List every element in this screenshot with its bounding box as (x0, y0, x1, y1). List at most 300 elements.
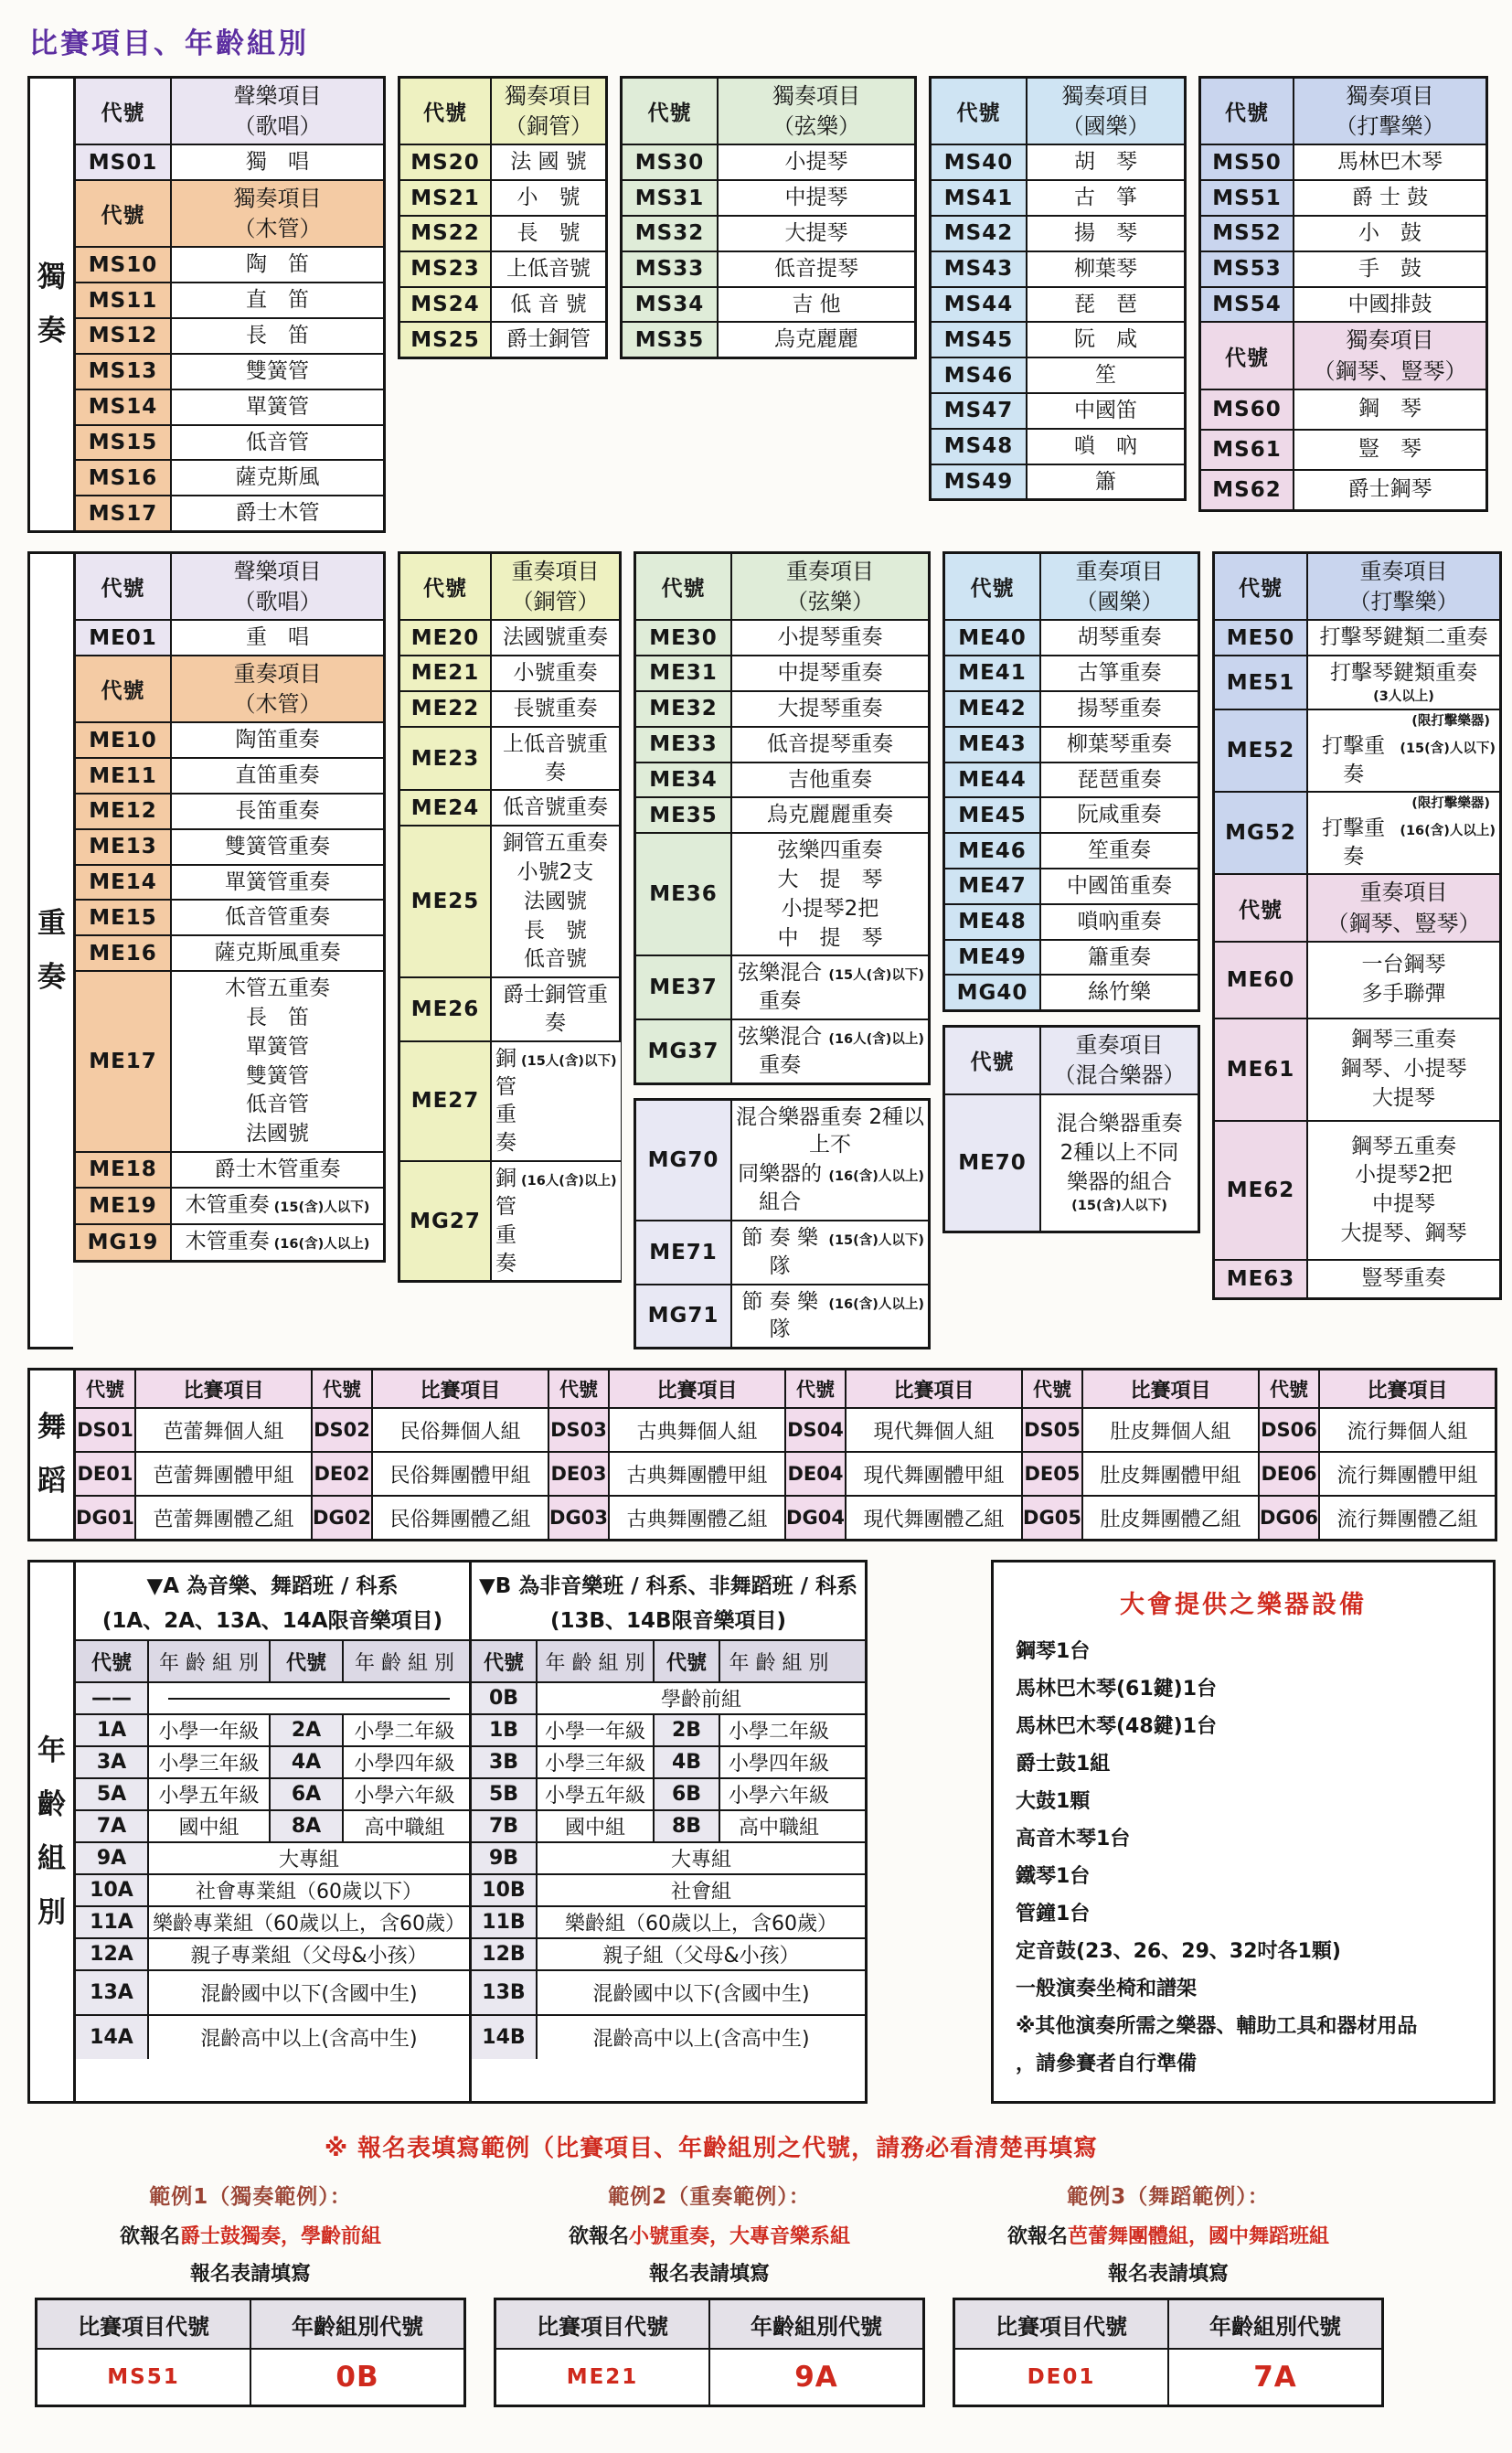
item-label-cell: 馬林巴木琴 (1294, 145, 1485, 179)
code-cell: MG71 (636, 1285, 732, 1348)
row-MS45 (932, 321, 1184, 357)
section-label-char: 奏 (37, 314, 66, 347)
item-label-cell: 混合樂器重奏 2種以上不 同樂器的組合 (16(含)人以上) (732, 1101, 928, 1220)
row-MS16 (76, 459, 383, 495)
item-label-cell: 低音提琴 (719, 252, 914, 286)
code-cell: ME15 (76, 901, 172, 934)
row-ME26 (400, 976, 619, 1040)
code-cell: MS54 (1201, 288, 1294, 322)
item-label-cell: 木管重奏 (16(含)人以上) (172, 1225, 383, 1260)
code-cell: ME46 (945, 834, 1041, 868)
row-ME20 (400, 619, 619, 655)
code-cell: ME21 (400, 656, 492, 690)
code-cell: DS05 (1023, 1409, 1083, 1451)
item-label-cell: 中提琴重奏 (732, 656, 928, 690)
item-code-header: 比賽項目代號 (955, 2300, 1169, 2348)
code-cell: DS03 (549, 1409, 610, 1451)
row-MS49 (932, 464, 1184, 499)
section-label-char: 蹈 (37, 1465, 66, 1498)
code-cell: ME60 (1215, 943, 1308, 1018)
age-code-cell: 1B (472, 1715, 538, 1745)
row-ME46 (945, 832, 1198, 868)
item-label-cell: 木管重奏 (15(含)人以下) (172, 1189, 383, 1223)
row-ME44 (945, 762, 1198, 797)
code-cell: ME61 (1215, 1019, 1308, 1120)
code-header-cell: 代號 (1215, 554, 1308, 619)
item-label-cell: 法國號重奏 (492, 621, 619, 655)
age-subheader-cell: 代號 (655, 1641, 720, 1681)
category-header-row (400, 79, 605, 144)
code-cell: MS47 (932, 394, 1028, 428)
item-label-cell: 小提琴 (719, 145, 914, 179)
category-title-cell: 獨奏項目 （木管） (172, 181, 383, 246)
age-row-5A (76, 1777, 469, 1809)
row-MS20 (400, 144, 605, 179)
equipment-item: 定音鼓(23、26、29、32吋各1顆) (1016, 1940, 1341, 1964)
row-ME31 (636, 655, 928, 690)
item-header-cell: 比賽項目 (610, 1370, 786, 1407)
age-subheader-cell: 代號 (472, 1641, 538, 1681)
item-label-cell: 小 鼓 (1294, 217, 1485, 251)
age-group-cell: 小學三年級 (538, 1747, 655, 1777)
row-ME27 (400, 1040, 619, 1160)
item-header-cell: 比賽項目 (373, 1370, 549, 1407)
row-ME16 (76, 934, 383, 970)
item-label-cell: 芭蕾舞團體甲組 (136, 1453, 313, 1495)
code-cell: DG03 (549, 1497, 610, 1539)
ens-column-4 (942, 551, 1200, 1233)
row-ME45 (945, 796, 1198, 832)
row-ME17 (76, 970, 383, 1151)
code-cell: MS30 (623, 145, 719, 179)
item-label-cell: 現代舞團體甲組 (847, 1453, 1023, 1495)
row-ME18 (76, 1151, 383, 1187)
equipment-item: 管鐘1台 (1016, 1903, 1091, 1926)
category-title-cell: 獨奏項目 （鋼琴、豎琴） (1294, 323, 1485, 388)
age-group-cell: 混齡高中以上(含高中生) (592, 2028, 810, 2052)
section-label-char: 舞 (37, 1411, 66, 1445)
row-ME30 (636, 619, 928, 655)
item-label-cell: 薩克斯風重奏 (172, 936, 383, 970)
age-row-—— (76, 1681, 469, 1713)
solo-column-5 (1198, 76, 1488, 512)
category-header-row (1201, 79, 1485, 144)
age-row-12B (472, 1937, 865, 1969)
row-MS43 (932, 251, 1184, 286)
code-cell: ME01 (76, 621, 172, 655)
row-ME41 (945, 655, 1198, 690)
category-title-cell: 獨奏項目 （打擊樂） (1294, 79, 1485, 144)
code-cell: ME49 (945, 941, 1041, 975)
item-label-cell: 直笛重奏 (172, 759, 383, 793)
row-ME01 (76, 619, 383, 655)
age-group-cell: 小學二年級 (728, 1721, 829, 1744)
age-code-cell: 5A (76, 1779, 149, 1809)
code-cell: ME63 (1215, 1261, 1308, 1297)
row-MG37 (636, 1019, 928, 1083)
example-table-values (496, 2350, 922, 2405)
dance-row-2 (76, 1451, 1495, 1495)
code-cell: DG01 (76, 1497, 136, 1539)
item-label-cell: 簫 (1028, 465, 1184, 499)
category-title-cell: 重奏項目 （弦樂） (732, 554, 928, 619)
dance-row-1 (76, 1407, 1495, 1451)
row-MG52 (1215, 791, 1499, 873)
equipment-item: 鐵琴1台 (1016, 1865, 1091, 1889)
item-label-cell: 阮咸重奏 (1041, 798, 1198, 832)
code-cell: MS40 (932, 145, 1028, 179)
code-cell: MS15 (76, 426, 172, 460)
age-code-cell: 13A (76, 1971, 149, 2014)
code-cell: ME24 (400, 791, 492, 825)
equipment-item: 鋼琴1台 (1016, 1640, 1091, 1664)
age-code-cell: 12A (76, 1939, 149, 1969)
age-row-10B (472, 1873, 865, 1905)
item-label-cell: 獨 唱 (172, 145, 383, 179)
item-label-cell: 節 奏 樂 隊 (16(含)人以上) (732, 1285, 928, 1348)
row-ME24 (400, 789, 619, 825)
age-group-cell: 高中職組 (364, 1817, 445, 1840)
code-header-cell: 代號 (400, 554, 492, 619)
dance-header-row (76, 1370, 1495, 1407)
item-code-header: 比賽項目代號 (37, 2300, 251, 2348)
code-cell: DE05 (1023, 1453, 1083, 1495)
item-label-cell: 單簧管 (172, 390, 383, 424)
code-cell: MS52 (1201, 217, 1294, 251)
item-label-cell: 低音號重奏 (492, 791, 619, 825)
item-label-cell: 笙 (1028, 358, 1184, 392)
code-table (634, 1098, 931, 1350)
item-label-cell: 笙重奏 (1041, 834, 1198, 868)
code-header-cell: 代號 (636, 554, 732, 619)
item-label-cell: 民俗舞團體甲組 (373, 1453, 549, 1495)
row-MS54 (1201, 286, 1485, 322)
code-header-cell: 代號 (1201, 323, 1294, 388)
code-cell: MS01 (76, 145, 172, 179)
code-cell: MG70 (636, 1101, 732, 1220)
item-label-cell: (限打擊樂器) 打擊重奏 (16(含)人以上) (1308, 793, 1499, 873)
row-ME33 (636, 726, 928, 762)
code-cell: DG04 (786, 1497, 847, 1539)
code-header-cell: 代號 (76, 1370, 136, 1407)
age-group-cell: 小學五年級 (149, 1779, 271, 1809)
code-cell: MS11 (76, 283, 172, 317)
row-ME43 (945, 726, 1198, 762)
item-label-cell: 肚皮舞個人組 (1083, 1409, 1260, 1451)
item-label-cell: 絲竹樂 (1041, 976, 1198, 1009)
code-cell: MS48 (932, 430, 1028, 464)
row-MS61 (1201, 429, 1485, 469)
row-ME22 (400, 690, 619, 726)
item-label-cell: 銅管五重奏 小號2支 法國號 長 號 低音號 (492, 827, 619, 976)
item-label-cell: 吉他重奏 (732, 763, 928, 797)
category-header-row (1215, 554, 1499, 619)
item-label-cell: 混合樂器重奏 2種以上不同 樂器的組合 (15(含)人以下) (1041, 1095, 1198, 1231)
code-cell: DG02 (313, 1497, 373, 1539)
category-header-row (1201, 321, 1485, 388)
item-label-cell: 流行舞個人組 (1347, 1420, 1468, 1444)
age-code-cell: 10B (472, 1875, 538, 1905)
example-title: 範例1（獨奏範例）： (149, 2185, 352, 2210)
item-label-cell: 上低音號重奏 (492, 728, 619, 790)
row-MS48 (932, 428, 1184, 464)
item-label-cell: 陶笛重奏 (172, 723, 383, 757)
item-label-cell: 現代舞團體乙組 (847, 1497, 1023, 1539)
row-ME13 (76, 828, 383, 864)
row-ME10 (76, 721, 383, 757)
item-label-cell: 豎琴重奏 (1308, 1261, 1499, 1297)
equipment-item: 一般演奏坐椅和譜架 (1016, 1978, 1198, 2001)
row-ME15 (76, 899, 383, 934)
age-group-cell: 小學六年級 (354, 1785, 455, 1808)
age-table-header: ▼A 為音樂、舞蹈班 / 科系 (1A、2A、13A、14A限音樂項目) (76, 1562, 469, 1641)
row-ME61 (1215, 1018, 1499, 1120)
code-cell: MG27 (400, 1162, 492, 1280)
item-label-cell: 鋼琴五重奏 小提琴2把 中提琴 大提琴、鋼琴 (1308, 1122, 1499, 1259)
item-label-cell: 弦樂四重奏 大 提 琴 小提琴2把 中 提 琴 (732, 834, 928, 955)
code-cell: MS16 (76, 461, 172, 495)
item-label-cell: 低音管 (172, 426, 383, 460)
category-header-row (932, 79, 1184, 144)
item-label-cell: 古典舞個人組 (610, 1409, 786, 1451)
item-label-cell: 一台鋼琴 多手聯彈 (1308, 943, 1499, 1018)
age-row-5B (472, 1777, 865, 1809)
code-header-cell: 代號 (313, 1370, 373, 1407)
code-cell: MS25 (400, 323, 492, 357)
code-header-cell: 代號 (76, 656, 172, 721)
row-ME50 (1215, 619, 1499, 655)
age-group-cell: 社會專業組（60歲以下） (196, 1881, 422, 1904)
item-label-cell: 古 箏 (1028, 181, 1184, 215)
row-ME23 (400, 726, 619, 790)
code-cell: ME34 (636, 763, 732, 797)
code-header-cell: 代號 (76, 79, 172, 144)
code-cell: DS06 (1260, 1409, 1320, 1451)
code-cell: ME50 (1215, 621, 1308, 655)
age-code-cell: 3A (76, 1747, 149, 1777)
equipment-item: 馬林巴木琴(61鍵)1台 (1016, 1678, 1218, 1701)
category-header-row (945, 1028, 1198, 1093)
row-MS46 (932, 357, 1184, 392)
item-label-cell: 琵琶重奏 (1041, 763, 1198, 797)
code-cell: ME18 (76, 1153, 172, 1187)
code-cell: ME30 (636, 621, 732, 655)
section-label-char: 齡 (37, 1787, 66, 1821)
item-label-cell: 低音提琴重奏 (732, 728, 928, 762)
item-label-cell: 長 號 (492, 217, 605, 251)
row-ME35 (636, 796, 928, 832)
item-label-cell: 現代舞個人組 (847, 1409, 1023, 1451)
code-table (398, 551, 622, 1283)
age-group-cell: 混齡國中以下(含國中生) (200, 1983, 418, 2007)
category-title-cell: 重奏項目 （木管） (172, 656, 383, 721)
code-cell: ME25 (400, 827, 492, 976)
age-code-header: 年齡組別代號 (751, 2313, 882, 2340)
code-cell: DE06 (1260, 1453, 1320, 1495)
category-header-row (76, 79, 383, 144)
section-dance (27, 1368, 1505, 1541)
age-code-value: 9A (794, 2361, 838, 2394)
item-label-cell: 單簧管重奏 (172, 866, 383, 900)
item-label-cell: 流行舞團體甲組 (1336, 1464, 1478, 1488)
row-MS41 (932, 179, 1184, 215)
category-header-row (400, 554, 619, 619)
age-group-cell: 小學一年級 (149, 1715, 271, 1745)
code-cell: MS21 (400, 181, 492, 215)
code-cell: ME26 (400, 978, 492, 1040)
item-label-cell: 古典舞團體甲組 (610, 1453, 786, 1495)
code-cell: DG06 (1260, 1497, 1320, 1539)
age-group-cell: 小學一年級 (538, 1715, 655, 1745)
row-ME62 (1215, 1120, 1499, 1259)
code-cell: ME41 (945, 656, 1041, 690)
item-label-cell: 中國排鼓 (1294, 288, 1485, 322)
age-code-cell: 6B (655, 1779, 720, 1809)
code-cell: MS13 (76, 355, 172, 389)
row-MS60 (1201, 389, 1485, 429)
code-cell: MS53 (1201, 252, 1294, 286)
item-label-cell: 胡 琴 (1028, 145, 1184, 179)
code-cell: DG05 (1023, 1497, 1083, 1539)
code-cell: ME32 (636, 692, 732, 726)
code-cell: ME12 (76, 795, 172, 828)
age-code-cell: 4A (271, 1747, 344, 1777)
age-code-cell: 2A (271, 1715, 344, 1745)
age-row-7B (472, 1809, 865, 1841)
item-label-cell: 小提琴重奏 (732, 621, 928, 655)
item-label-cell: 長號重奏 (492, 692, 619, 726)
age-code-cell: 8B (655, 1811, 720, 1841)
code-cell: DS04 (786, 1409, 847, 1451)
code-header-cell: 代號 (623, 79, 719, 144)
age-table-b (469, 1560, 868, 2104)
item-label-cell: 長笛重奏 (172, 795, 383, 828)
section-label-char: 別 (37, 1895, 66, 1929)
row-ME37 (636, 955, 928, 1019)
example-fill-note: 報名表請填寫 (1107, 2263, 1229, 2287)
item-label-cell: 直 笛 (172, 283, 383, 317)
age-code-cell: 9B (472, 1843, 538, 1873)
age-row-10A (76, 1873, 469, 1905)
solo-column-4 (929, 76, 1187, 501)
age-group-cell: 親子專業組（父母&小孩） (190, 1945, 428, 1968)
code-cell: MS62 (1201, 471, 1294, 509)
age-code-cell: 7A (76, 1811, 149, 1841)
row-MS24 (400, 286, 605, 322)
section-solo (27, 76, 1505, 533)
code-header-cell: 代號 (76, 181, 172, 246)
age-row-9B (472, 1841, 865, 1873)
code-cell: DE03 (549, 1453, 610, 1495)
section-ensemble-content (73, 551, 1505, 1349)
code-cell: MS22 (400, 217, 492, 251)
item-label-cell: 大提琴 (719, 217, 914, 251)
item-label-cell: 長 笛 (172, 319, 383, 353)
age-code-cell: 13B (472, 1971, 538, 2014)
row-MS31 (623, 179, 914, 215)
item-label-cell: 大提琴重奏 (732, 692, 928, 726)
age-row-1A (76, 1713, 469, 1745)
code-cell: ME33 (636, 728, 732, 762)
item-label-cell: 法 國 號 (492, 145, 605, 179)
item-code-value: ME21 (496, 2350, 710, 2405)
item-label-cell: 陶 笛 (172, 248, 383, 282)
example-fill-note: 報名表請填寫 (648, 2263, 770, 2287)
row-MG70 (636, 1101, 928, 1220)
code-cell: MS41 (932, 181, 1028, 215)
item-label-cell: 爵士銅管 (492, 323, 605, 357)
code-cell: ME16 (76, 936, 172, 970)
age-code-cell: 7B (472, 1811, 538, 1841)
code-cell: ME47 (945, 869, 1041, 903)
item-header-cell: 比賽項目 (1320, 1370, 1495, 1407)
row-MS51 (1201, 179, 1485, 215)
code-table (1198, 76, 1488, 512)
example-table (494, 2298, 925, 2407)
age-subheader-cell: 年 齡 組 別 (344, 1641, 465, 1681)
age-subheader-cell: 代號 (271, 1641, 344, 1681)
code-cell: ME19 (76, 1189, 172, 1223)
item-label-cell: 鋼琴三重奏 鋼琴、小提琴 大提琴 (1308, 1019, 1499, 1120)
item-label-cell: 民俗舞團體乙組 (373, 1497, 549, 1539)
section-solo-content (73, 76, 1505, 533)
item-label-cell: 低 音 號 (492, 288, 605, 322)
code-cell: DS02 (313, 1409, 373, 1451)
item-label-cell: 雙簧管重奏 (172, 830, 383, 864)
row-MS13 (76, 353, 383, 389)
row-MS42 (932, 215, 1184, 251)
code-cell: DE02 (313, 1453, 373, 1495)
age-code-cell: 4B (655, 1747, 720, 1777)
item-label-cell: 低音管重奏 (172, 901, 383, 934)
code-cell: ME35 (636, 798, 732, 832)
item-label-cell: 揚 琴 (1028, 217, 1184, 251)
category-title-cell: 獨奏項目 （國樂） (1028, 79, 1184, 144)
code-table (942, 1025, 1200, 1232)
age-subheader-cell: 年 齡 組 別 (720, 1641, 837, 1681)
item-label-cell: 銅管重奏 (15人(含)以下) (492, 1042, 621, 1160)
age-blank-cell (149, 1683, 469, 1713)
example-title: 範例3（舞蹈範例）： (1067, 2185, 1270, 2210)
age-code-cell: —— (76, 1683, 149, 1713)
age-row-11B (472, 1905, 865, 1937)
section-label-char: 組 (37, 1841, 66, 1875)
example-block-3 (953, 2180, 1384, 2407)
age-row-7A (76, 1809, 469, 1841)
age-group-cell: 樂齡組（60歲以上，含60歲） (565, 1913, 838, 1936)
item-label-cell: 簫重奏 (1041, 941, 1198, 975)
code-cell: MS42 (932, 217, 1028, 251)
dance-table (73, 1368, 1497, 1541)
code-header-cell: 代號 (400, 79, 492, 144)
age-group-cell: 大專組 (278, 1849, 339, 1872)
code-header-cell: 代號 (945, 554, 1041, 619)
item-code-header: 比賽項目代號 (496, 2300, 710, 2348)
item-label-cell: 弦樂混合重奏 (15人(含)以下) (732, 956, 928, 1019)
row-ME19 (76, 1187, 383, 1223)
code-cell: ME13 (76, 830, 172, 864)
example-table (953, 2298, 1384, 2407)
code-header-cell: 代號 (786, 1370, 847, 1407)
code-cell: MS32 (623, 217, 719, 251)
code-table (634, 551, 931, 1085)
row-MS01 (76, 144, 383, 179)
row-MS33 (623, 251, 914, 286)
item-label-cell: 上低音號 (492, 252, 605, 286)
section-label-char: 奏 (37, 960, 66, 994)
item-label-cell: 古箏重奏 (1041, 656, 1198, 690)
code-cell: DE04 (786, 1453, 847, 1495)
